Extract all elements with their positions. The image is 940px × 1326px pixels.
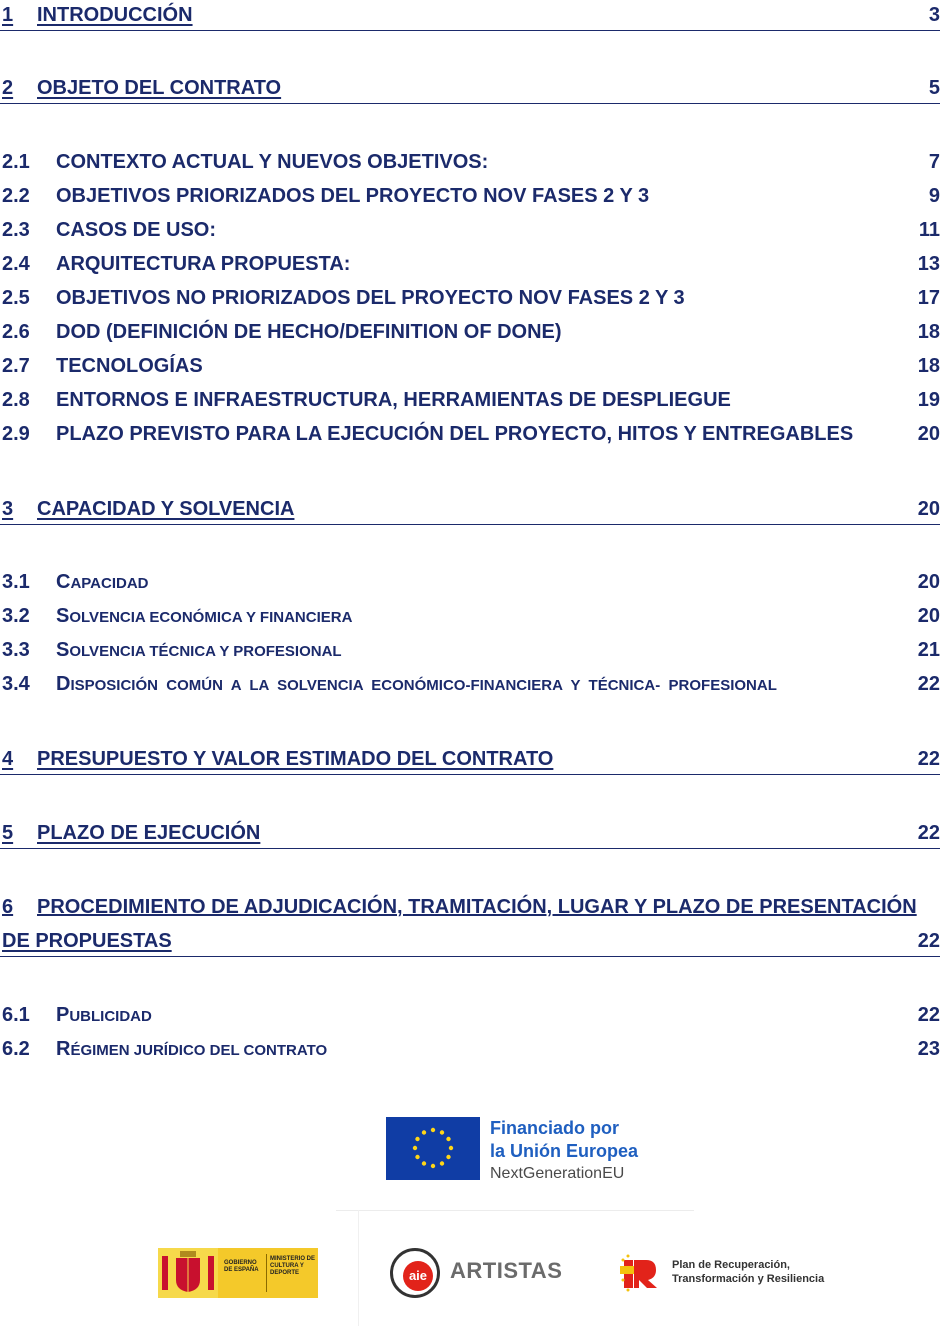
toc-entry-3-4[interactable] (0, 669, 940, 699)
funding-logos (0, 1100, 940, 1326)
toc-title: RÉGIMEN JURÍDICO DEL CONTRATO (56, 1038, 328, 1060)
prtr-mark-icon (620, 1252, 662, 1294)
toc-page: 22 (917, 930, 940, 952)
gobierno-espana-logo (158, 1248, 318, 1298)
toc-entry-3-1[interactable] (0, 567, 940, 597)
toc-entry-2-8[interactable] (0, 385, 940, 415)
toc-title: DOD (DEFINICIÓN DE HECHO/DEFINITION OF DONE) (56, 321, 562, 343)
toc-title: PUBLICIDAD (56, 1004, 152, 1026)
divider (358, 1210, 359, 1326)
toc-page: 5 (928, 77, 940, 99)
toc-title: OBJETO DEL CONTRATO (37, 77, 282, 99)
gobierno-text: GOBIERNO DE ESPAÑA (224, 1260, 259, 1273)
toc-title: OBJETIVOS PRIORIZADOS DEL PROYECTO NOV FASES 2 Y 3 (56, 185, 650, 207)
toc-title: CAPACIDAD (56, 571, 149, 593)
aie-wordmark: ARTISTAS (450, 1258, 563, 1283)
toc-page: 3 (928, 4, 940, 26)
toc-page: 19 (917, 389, 940, 411)
toc-entry-5[interactable] (0, 818, 940, 849)
toc-title: SOLVENCIA ECONÓMICA Y FINANCIERA (56, 605, 353, 627)
toc-page: 9 (928, 185, 940, 207)
eu-funding-logo (386, 1117, 686, 1181)
coat-of-arms-icon (158, 1248, 218, 1298)
toc-entry-3[interactable] (0, 494, 940, 525)
toc-title: ENTORNOS E INFRAESTRUCTURA, HERRAMIENTAS DE DESPLIEGUE (56, 389, 731, 411)
toc-title-line2: DE PROPUESTAS (2, 930, 172, 952)
toc-page: 22 (917, 822, 940, 844)
toc-entry-2-2[interactable] (0, 181, 940, 211)
toc-entry-6-2[interactable] (0, 1034, 940, 1064)
eu-funding-text: Financiado por la Unión Europea NextGenerationEU (490, 1118, 639, 1182)
toc-entry-2-7[interactable] (0, 351, 940, 381)
toc-page: 11 (918, 219, 940, 241)
toc-page: 22 (917, 748, 940, 770)
toc-number: 2.4 (2, 253, 30, 275)
toc-title: TECNOLOGÍAS (56, 355, 203, 377)
plan-recuperacion-logo (620, 1252, 840, 1298)
toc-number: 2.5 (2, 287, 30, 309)
toc-number: 2.3 (2, 219, 30, 241)
toc-number: 5 (2, 822, 14, 844)
toc-number: 1 (2, 4, 14, 26)
toc-page: 17 (917, 287, 940, 309)
toc-entry-2-1[interactable] (0, 147, 940, 177)
toc-entry-2-5[interactable] (0, 283, 940, 313)
toc-title: CASOS DE USO: (56, 219, 217, 241)
toc-number: 3.3 (2, 639, 30, 661)
toc-page: 18 (917, 355, 940, 377)
toc-title: OBJETIVOS NO PRIORIZADOS DEL PROYECTO NOV FASES 2 Y 3 (56, 287, 685, 309)
toc-page: 18 (917, 321, 940, 343)
toc-number: 2.8 (2, 389, 30, 411)
toc-entry-6-cont[interactable] (0, 926, 940, 957)
toc-page: 7 (928, 151, 940, 173)
aie-artistas-logo (390, 1248, 563, 1300)
toc-entry-2-4[interactable] (0, 249, 940, 279)
toc-entry-2[interactable] (0, 73, 940, 104)
toc-title: INTRODUCCIÓN (37, 4, 193, 26)
toc-page: 20 (917, 498, 940, 520)
toc-page: 21 (917, 639, 940, 661)
toc-number: 2 (2, 77, 14, 99)
divider (336, 1210, 694, 1211)
toc-entry-2-9[interactable] (0, 419, 940, 449)
toc-number: 2.9 (2, 423, 30, 445)
toc-entry-6-1[interactable] (0, 1000, 940, 1030)
toc-number: 2.1 (2, 151, 30, 173)
toc-title: PLAZO DE EJECUCIÓN (37, 822, 261, 844)
toc-page: 13 (917, 253, 940, 275)
aie-seal-icon: aie (390, 1248, 440, 1298)
toc-title: SOLVENCIA TÉCNICA Y PROFESIONAL (56, 639, 342, 661)
toc-number: 6.2 (2, 1038, 30, 1060)
toc-entry-6[interactable] (0, 892, 940, 922)
toc-number: 2.7 (2, 355, 30, 377)
toc-entry-3-3[interactable] (0, 635, 940, 665)
toc-entry-3-2[interactable] (0, 601, 940, 631)
toc-number: 3.1 (2, 571, 30, 593)
toc-entry-2-6[interactable] (0, 317, 940, 347)
toc-entry-1[interactable] (0, 0, 940, 31)
toc-number: 2.6 (2, 321, 30, 343)
toc-page: 20 (917, 571, 940, 593)
toc-title: CAPACIDAD Y SOLVENCIA (37, 498, 295, 520)
toc-title: ARQUITECTURA PROPUESTA: (56, 253, 351, 275)
toc-number: 3 (2, 498, 14, 520)
toc-number: 2.2 (2, 185, 30, 207)
toc-number: 3.4 (2, 673, 30, 695)
toc-title: PRESUPUESTO Y VALOR ESTIMADO DEL CONTRATO (37, 748, 554, 770)
toc-page: 23 (917, 1038, 940, 1060)
toc-number: 3.2 (2, 605, 30, 627)
toc-number: 6.1 (2, 1004, 30, 1026)
toc-title-line1: PROCEDIMIENTO DE ADJUDICACIÓN, TRAMITACIÓN, LUGAR Y PLAZO DE PRESENTACIÓN (37, 896, 917, 918)
toc-number: 4 (2, 748, 14, 770)
eu-flag-icon (386, 1117, 480, 1180)
toc-title: CONTEXTO ACTUAL Y NUEVOS OBJETIVOS: (56, 151, 489, 173)
toc-entry-4[interactable] (0, 744, 940, 775)
toc-page: 22 (917, 1004, 940, 1026)
toc-title: PLAZO PREVISTO PARA LA EJECUCIÓN DEL PROYECTO, HITOS Y ENTREGABLES (56, 423, 854, 445)
toc-number: 6 (2, 896, 14, 918)
toc-page: 22 (917, 673, 940, 695)
divider (266, 1254, 267, 1292)
toc-page: 20 (917, 423, 940, 445)
prtr-text: Plan de Recuperación, Transformación y Resiliencia (672, 1259, 825, 1285)
toc-title: DISPOSICIÓN COMÚN A LA SOLVENCIA ECONÓMICO-FINANCIERA Y TÉCNICA- PROFESIONAL (56, 673, 777, 695)
toc-page: 20 (917, 605, 940, 627)
toc-entry-2-3[interactable] (0, 215, 940, 245)
ministerio-text: MINISTERIO DE CULTURA Y DEPORTE (270, 1256, 316, 1276)
